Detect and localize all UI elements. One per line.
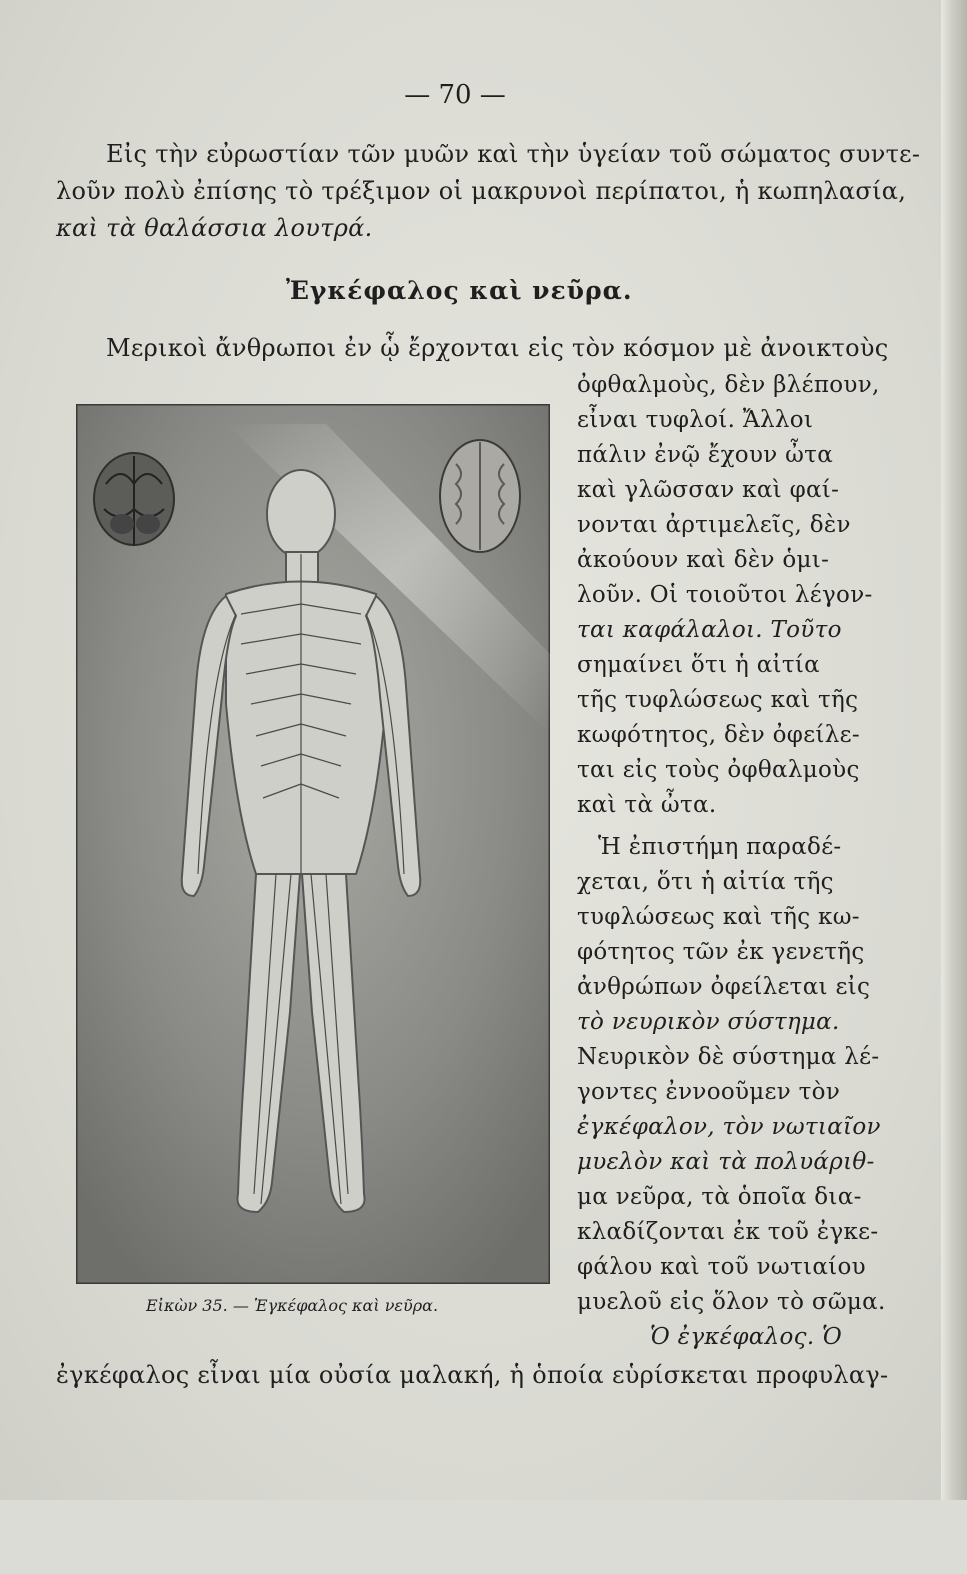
column-line: φάλου καὶ τοῦ νωτιαίου	[577, 1254, 866, 1280]
column-line: Ἡ ἐπιστήμη παραδέ-	[598, 834, 842, 860]
column-line: μα νεῦρα, τὰ ὁποῖα δια-	[577, 1184, 862, 1210]
column-line: μυελὸν καὶ τὰ πολυάριθ-	[577, 1149, 875, 1175]
column-line: ἐγκέφαλον, τὸν νωτιαῖον	[577, 1114, 881, 1140]
section-heading: Ἐγκέφαλος καὶ νεῦρα.	[286, 276, 633, 305]
column-line: νονται ἀρτιμελεῖς, δὲν	[577, 512, 851, 538]
column-line: τυφλώσεως καὶ τῆς κω-	[577, 904, 860, 930]
page-edge-shadow	[941, 0, 967, 1500]
column-line: μυελοῦ εἰς ὅλον τὸ σῶμα.	[577, 1289, 886, 1315]
column-line: ὀφθαλμοὺς, δὲν βλέπουν,	[577, 372, 880, 398]
column-line: ἀνθρώπων ὀφείλεται εἰς	[577, 974, 871, 1000]
intro-line-2: λοῦν πολὺ ἐπίσης τὸ τρέξιμον οἱ μακρυνοὶ περίπατοι, ἡ κωπηλασία,	[56, 177, 907, 205]
nervous-system-figure	[76, 404, 550, 1574]
paragraph-first-line: Μερικοὶ ἄνθρωποι ἐν ᾧ ἔρχονται εἰς τὸν κόσμον μὲ ἀνοικτοὺς	[106, 334, 889, 362]
column-line: Ὁ ἐγκέφαλος. Ὁ	[650, 1324, 843, 1350]
column-line: πάλιν ἐνῷ ἔχουν ὦτα	[577, 442, 834, 468]
column-line: τῆς τυφλώσεως καὶ τῆς	[577, 687, 859, 713]
page-number: — 70 —	[404, 80, 506, 110]
figure-caption: Εἰκὼν 35. — Ἐγκέφαλος καὶ νεῦρα.	[146, 1296, 439, 1315]
column-line: ται εἰς τοὺς ὀφθαλμοὺς	[577, 757, 860, 783]
column-line: ται καφάλαλοι. Τοῦτο	[577, 617, 842, 643]
intro-line-3: καὶ τὰ θαλάσσια λουτρά.	[56, 214, 373, 242]
column-line: ἀκούουν καὶ δὲν ὁμι-	[577, 547, 830, 573]
figure-illustration	[76, 404, 550, 1284]
intro-line-1: Εἰς τὴν εὐρωστίαν τῶν μυῶν καὶ τὴν ὑγείαν τοῦ σώματος συντε-	[106, 140, 921, 168]
brain-top-icon	[440, 440, 520, 552]
column-line: λοῦν. Οἱ τοιοῦτοι λέγον-	[577, 582, 873, 608]
column-line: κωφότητος, δὲν ὀφείλε-	[577, 722, 860, 748]
column-line: τὸ νευρικὸν σύστημα.	[577, 1009, 840, 1035]
column-line: κλαδίζονται ἐκ τοῦ ἐγκε-	[577, 1219, 879, 1245]
brain-underside-icon	[94, 453, 174, 546]
column-line: καὶ γλῶσσαν καὶ φαί-	[577, 477, 840, 503]
column-line: σημαίνει ὅτι ἡ αἰτία	[577, 652, 821, 678]
column-line: γοντες ἐννοοῦμεν τὸν	[577, 1079, 841, 1105]
column-line: χεται, ὅτι ἡ αἰτία τῆς	[577, 869, 834, 895]
column-line: Νευρικὸν δὲ σύστημα λέ-	[577, 1044, 880, 1070]
paragraph-last-line: ἐγκέφαλος εἶναι μία οὐσία μαλακή, ἡ ὁποία εὑρίσκεται προφυλαγ-	[56, 1361, 889, 1389]
column-line: φότητος τῶν ἐκ γενετῆς	[577, 939, 865, 965]
column-line: καὶ τὰ ὦτα.	[577, 792, 717, 818]
column-line: εἶναι τυφλοί. Ἄλλοι	[577, 407, 814, 433]
